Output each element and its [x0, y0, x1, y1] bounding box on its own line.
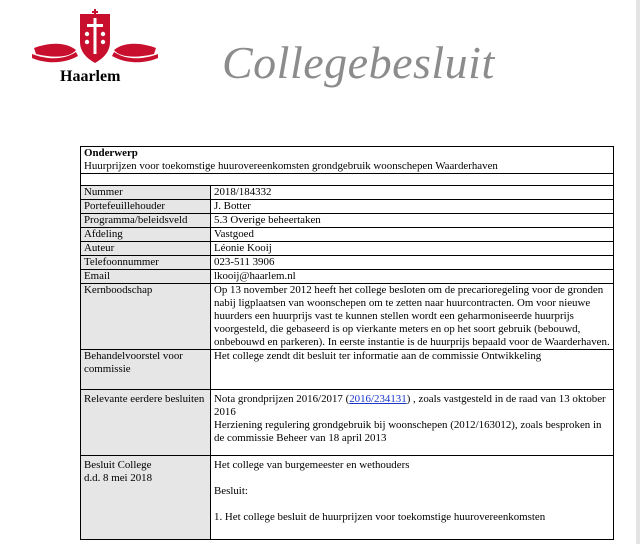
decision-metadata-table [80, 146, 614, 540]
field-value: 2018/184332 [211, 186, 614, 200]
field-row-auteur [81, 242, 614, 256]
field-row-telefoon [81, 256, 614, 270]
field-row-behandelvoorstel [81, 350, 614, 390]
field-row-afdeling [81, 228, 614, 242]
field-row-relevante-besluiten [81, 390, 614, 456]
field-value: Vastgoed [211, 228, 614, 242]
field-label: Nummer [81, 186, 211, 200]
field-label: Behandelvoorstel voor commissie [81, 350, 211, 390]
besluit-item-1: 1. Het college besluit de huurprijzen voor toekomstige huurovereenkomsten [214, 511, 546, 523]
subject-text: Huurprijzen voor toekomstige huurovereenkomsten grondgebruik woonschepen Waarderhaven [84, 160, 498, 172]
besluit-label-line2: d.d. 8 mei 2018 [84, 472, 153, 484]
field-label: Kernboodschap [81, 284, 211, 350]
city-name: Haarlem [60, 68, 121, 85]
field-value [211, 456, 614, 540]
field-value: Léonie Kooij [211, 242, 614, 256]
subject-label: Onderwerp [84, 147, 138, 159]
field-label: Telefoonnummer [81, 256, 211, 270]
subject-row [81, 147, 614, 174]
subject-cell [81, 147, 614, 174]
reference-text-suffix: ) , zoals vastgesteld in de raad van 13 oktober 2016 [214, 393, 606, 418]
field-label: Afdeling [81, 228, 211, 242]
field-row-kernboodschap [81, 284, 614, 350]
besluit-label-line1: Besluit College [84, 459, 152, 471]
field-label: Auteur [81, 242, 211, 256]
paragraph-gap [214, 498, 610, 511]
field-label [81, 456, 211, 540]
spacer-row [81, 174, 614, 186]
field-value: Het college zendt dit besluit ter informatie aan de commissie Ontwikkeling [211, 350, 614, 390]
field-row-programma [81, 214, 614, 228]
field-row-nummer [81, 186, 614, 200]
page-edge [636, 0, 640, 544]
reference-line-2: Herziening regulering grondgebruik bij woonschepen (2012/163012), zoals besproken in de commissie Beheer van 18 april 2013 [214, 419, 602, 444]
besluit-label: Besluit: [214, 485, 248, 497]
field-label: Relevante eerdere besluiten [81, 390, 211, 456]
paragraph-gap [214, 472, 610, 485]
field-value: Op 13 november 2012 heeft het college besloten om de precarioregeling voor de gronden nabij ligplaatsen van woonschepen om te zetten naar huurcontracten. Om voor nieuwe huurders een huurprijs vast te kunnen stellen wordt een geharmoniseerde huurprijs voorgesteld, die gebaseerd is op vierkante meters en op het soort gebruik (bebouwd, onbebouwd en parkeren). In eerste instantie is de huurprijs bepaald voor de Waarderhaven. [211, 284, 614, 350]
field-label: Programma/beleidsveld [81, 214, 211, 228]
field-row-email [81, 270, 614, 284]
field-value: lkooij@haarlem.nl [211, 270, 614, 284]
document-title: Collegebesluit [222, 37, 495, 88]
field-label: Email [81, 270, 211, 284]
reference-text-prefix: Nota grondprijzen 2016/2017 ( [214, 393, 350, 405]
field-row-besluit [81, 456, 614, 540]
reference-link[interactable]: 2016/234131 [349, 393, 407, 405]
besluit-intro: Het college van burgemeester en wethouders [214, 459, 410, 471]
field-value: 023-511 3906 [211, 256, 614, 270]
field-value: J. Botter [211, 200, 614, 214]
field-value [211, 390, 614, 456]
field-label: Portefeuillehouder [81, 200, 211, 214]
field-row-portefeuillehouder [81, 200, 614, 214]
field-value: 5.3 Overige beheertaken [211, 214, 614, 228]
